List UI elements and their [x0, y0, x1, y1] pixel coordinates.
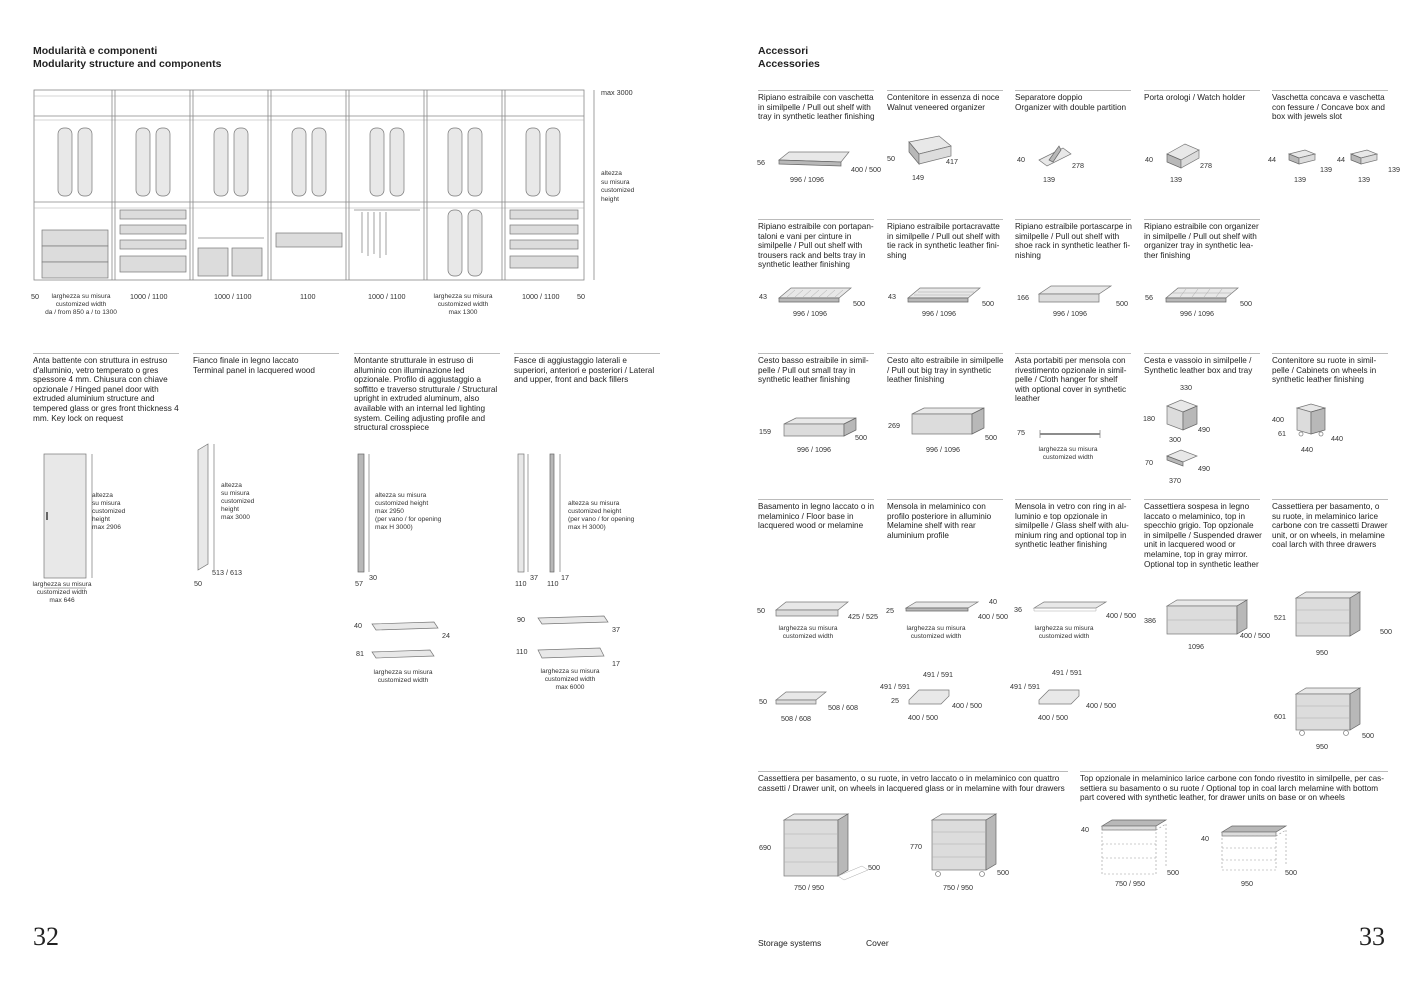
acc-r3-3-text: Cesta e vassoio in similpelle / Synthetic leather box and tray: [1144, 356, 1253, 375]
acc-r5-0-text: Cassettiera per basamento, o su ruote, in vetro laccato o in melaminico con quattro cassetti / Drawer unit, on wheels in lacquered glass or in melamine with four drawers: [758, 774, 1065, 793]
acc-r3-4-d2: 61: [1278, 429, 1286, 438]
acc-r5-1-drawing: [1098, 818, 1178, 878]
acc-r4-1-d1: 25: [886, 606, 894, 615]
filler-bar-d1: 37: [612, 625, 620, 634]
acc-r3-4-d3: 440: [1331, 434, 1343, 443]
wardrobe-width-1: 1000 / 1100: [130, 292, 168, 301]
acc-r4-2-d5: 491 / 591: [1010, 682, 1040, 691]
acc-r1-4-d6: 139: [1388, 165, 1400, 174]
acc-r3-1-d3: 500: [985, 433, 997, 442]
acc-r1-0-drawing: [775, 148, 855, 173]
acc-r3-0-text: Cesto basso estraibile in similpelle / Pull out small tray in synthetic leather finishing: [758, 356, 869, 385]
acc-r3-0-d2: 996 / 1096: [797, 445, 831, 454]
page-number-right: 33: [1359, 922, 1385, 951]
acc-r2-2-d1: 166: [1017, 293, 1029, 302]
crosspiece-d1: 24: [442, 631, 450, 640]
right-title-en: Accessories: [758, 58, 820, 70]
acc-r1-4-d5: 139: [1358, 175, 1370, 184]
acc-r2-0-text: Ripiano estraibile con portapantaloni e vani per cinture in similpelle / Pull out shelf with trousers rack and belts tray in synthetic leather finishing: [758, 222, 874, 270]
acc-r5-0-d4: 770: [910, 842, 922, 851]
acc-r3-3-d3: 300: [1169, 435, 1181, 444]
acc-r2-2-text: Ripiano estraibile portascarpe in similpelle / Pull out shelf with shoe rack in synthetic leather finishing: [1015, 222, 1132, 260]
filler-d: 17: [561, 573, 569, 582]
acc-r1-0-text: Ripiano estraibile con vaschetta in similpelle / Pull out shelf with tray in synthetic leather finishing: [758, 93, 875, 122]
acc-r4-2-d3: larghezza su misura customized width: [1034, 625, 1094, 640]
upright-b: 30: [369, 573, 377, 582]
crosspiece-h1: 40: [354, 621, 362, 630]
acc-r1-3-d2: 139: [1170, 175, 1182, 184]
acc-r3-0-drawing: [780, 414, 860, 444]
acc-r4-3-text: Cassettiera sospesa in legno laccato o melaminico, top in specchio grigio. Top opzionale in similpelle / Suspended drawer unit in lacquered wood or melamine, top in gray mirror. Optional top in synthetic leather: [1144, 502, 1262, 569]
acc-r4-1b-drawing: [905, 686, 955, 714]
acc-r1-4-text: Vaschetta concava e vaschetta con fessure / Concave box and box with jewels slot: [1272, 93, 1385, 122]
acc-r4-2b-drawing: [1035, 686, 1085, 714]
acc-r5-1-text: Top opzionale in melaminico larice carbone con fondo rivestito in similpelle, per cassettiera su basamento o su ruote / Optional top in coal larch melamine with bottom part covered with synthetic leather, for drawer units on base or on wheels: [1080, 774, 1385, 803]
component-upright-text: Montante strutturale in estruso di alluminio con illuminazione led opzionale. Profilo di aggiustaggio a soffitto e traverso strutturale / Structural upright in extruded aluminum, also available with an internal led lighting system. Ceiling adjusting profile and structural crosspiece: [354, 356, 498, 433]
acc-r2-2-d2: 996 / 1096: [1053, 309, 1087, 318]
acc-r1-2-d2: 139: [1043, 175, 1055, 184]
acc-r4-1-drawing: [902, 598, 982, 618]
acc-r4-4-d3: 500: [1380, 627, 1392, 636]
acc-r1-4-d3: 139: [1320, 165, 1332, 174]
acc-r5-1-d6: 500: [1285, 868, 1297, 877]
acc-r2-1-d2: 996 / 1096: [922, 309, 956, 318]
acc-r2-2-d3: 500: [1116, 299, 1128, 308]
panel-depth: 50: [194, 579, 202, 588]
acc-r5-1-d5: 950: [1241, 879, 1253, 888]
filler-a: 110: [515, 579, 527, 588]
wardrobe-custom-height: altezza su misura customized height: [601, 170, 635, 203]
acc-r5-0-drawing: [780, 812, 870, 884]
page-number-left: 32: [33, 922, 59, 951]
acc-r4-4-text: Cassettiera per basamento, o su ruote, in melaminico larice carbone con tre cassetti Drawer unit, or on wheels, in melamine coal larch with three drawers: [1272, 502, 1388, 550]
acc-r1-2-d3: 278: [1072, 161, 1084, 170]
acc-r4-0-d3: larghezza su misura customized width: [778, 625, 838, 640]
acc-r2-0-d1: 43: [759, 292, 767, 301]
upright-a: 57: [355, 579, 363, 588]
acc-r2-3-d3: 500: [1240, 299, 1252, 308]
acc-r1-0-d2: 996 / 1096: [790, 175, 824, 184]
wardrobe-width-5: 1000 / 1100: [522, 292, 560, 301]
acc-r4-4-d2: 950: [1316, 648, 1328, 657]
acc-r1-3-d1: 40: [1145, 155, 1153, 164]
acc-r3-3-d7: 490: [1198, 464, 1210, 473]
filler-c: 110: [547, 579, 559, 588]
acc-r4-0-d6: 508 / 608: [828, 703, 858, 712]
acc-r2-3-d2: 996 / 1096: [1180, 309, 1214, 318]
acc-r5-0-d6: 500: [997, 868, 1009, 877]
acc-r2-1-d3: 500: [982, 299, 994, 308]
filler-bar-d2: 17: [612, 659, 620, 668]
door-drawing: [40, 450, 100, 580]
acc-r4-1-d2: 40: [989, 597, 997, 606]
wardrobe-width-4: 1000 / 1100: [368, 292, 406, 301]
acc-r5-0-d1: 690: [759, 843, 771, 852]
acc-r3-4-drawing: [1293, 400, 1333, 442]
door-height: altezza su misura customized height max 2906: [92, 492, 126, 531]
acc-r2-1-d1: 43: [888, 292, 896, 301]
acc-r1-4-d4: 44: [1337, 155, 1345, 164]
left-title-it: Modularità e componenti: [33, 45, 158, 57]
acc-r4-4-d4: 601: [1274, 712, 1286, 721]
acc-r1-1-text: Contenitore in essenza di noce Walnut veneered organizer: [887, 93, 1000, 112]
acc-r4-1-d5: 491 / 591: [923, 670, 953, 679]
acc-r5-1-d2: 750 / 950: [1115, 879, 1145, 888]
acc-r3-1-text: Cesto alto estraibile in similpelle / Pull out big tray in synthetic leather finishing: [887, 356, 1004, 385]
wardrobe-elevation: [28, 88, 628, 298]
right-title: [758, 45, 820, 71]
acc-r4-2-d1: 36: [1014, 605, 1022, 614]
acc-r1-1-d1: 50: [887, 154, 895, 163]
right-title-it: Accessori: [758, 45, 809, 57]
acc-r4-2-d2: 400 / 500: [1106, 611, 1136, 620]
acc-r1-2-drawing: [1035, 142, 1075, 172]
wardrobe-width-0: 50: [31, 292, 39, 301]
acc-r3-1-d2: 996 / 1096: [926, 445, 960, 454]
acc-r1-3-text: Porta orologi / Watch holder: [1144, 93, 1246, 102]
acc-r5-0-d2: 750 / 950: [794, 883, 824, 892]
crosspiece-width: larghezza su misura customized width: [373, 669, 433, 684]
upright-height: altezza su misura customized height max 2950 (per vano / for opening max H 3000): [375, 492, 442, 531]
wardrobe-width-2: 1000 / 1100: [214, 292, 252, 301]
acc-r1-2-d1: 40: [1017, 155, 1025, 164]
door-width: larghezza su misura customized width max 646: [32, 581, 92, 604]
acc-r4-2-drawing: [1030, 598, 1110, 618]
acc-r4-1-d6: 491 / 591: [880, 682, 910, 691]
acc-r2-3-text: Ripiano estraibile con organizer in similpelle / Pull out shelf with organizer tray in synthetic leather finishing: [1144, 222, 1259, 260]
acc-r4-4-d1: 521: [1274, 613, 1286, 622]
acc-r4-0-d1: 50: [757, 606, 765, 615]
acc-r4-1-d4: larghezza su misura customized width: [906, 625, 966, 640]
acc-r5-0-d5: 750 / 950: [943, 883, 973, 892]
acc-r2-3-drawing: [1162, 284, 1242, 308]
acc-r4-0-d5: 508 / 608: [781, 714, 811, 723]
acc-r1-1-d2: 149: [912, 173, 924, 182]
crosspiece-drawing: [368, 618, 448, 668]
acc-r4-1-d8: 400 / 500: [908, 713, 938, 722]
acc-r1-3-d3: 278: [1200, 161, 1212, 170]
footer-link-storage-systems[interactable]: Storage systems: [758, 938, 822, 948]
filler-width: larghezza su misura customized width max 6000: [540, 668, 600, 691]
acc-r4-2-d4: 491 / 591: [1052, 668, 1082, 677]
acc-r4-4-d5: 950: [1316, 742, 1328, 751]
acc-r4-2-d7: 400 / 500: [1086, 701, 1116, 710]
upright-drawing: [354, 450, 374, 575]
acc-r2-0-d2: 996 / 1096: [793, 309, 827, 318]
acc-r5-1-d3: 500: [1167, 868, 1179, 877]
acc-r4-4-d6: 500: [1362, 731, 1374, 740]
component-filler-text: Fasce di aggiustaggio laterali e superiori, anteriori e posteriori / Lateral and upper, front and back fillers: [514, 356, 655, 385]
filler-drawing: [514, 450, 574, 575]
filler-b: 37: [530, 573, 538, 582]
acc-r2-3-d1: 56: [1145, 293, 1153, 302]
wardrobe-custom-width-left: larghezza su misura customized width da / from 850 a / to 1300: [45, 293, 117, 316]
acc-r4-1-text: Mensola in melaminico con profilo posteriore in alluminio Melamine shelf with rear aluminium profile: [887, 502, 992, 540]
acc-r4-4-drawing: [1292, 590, 1372, 640]
acc-r4-2-text: Mensola in vetro con ring in alluminio e top opzionale in similpelle / Glass shelf with aluminium ring and optional top in synthetic leather finishing: [1015, 502, 1129, 550]
acc-r3-3-d4: 490: [1198, 425, 1210, 434]
acc-r3-1-drawing: [908, 404, 988, 444]
acc-r3-3-d1: 330: [1180, 383, 1192, 392]
left-title-en: Modularity structure and components: [33, 58, 222, 70]
acc-r3-4-d4: 440: [1301, 445, 1313, 454]
acc-r4-0-d4: 50: [759, 697, 767, 706]
acc-r5-1b-drawing: [1218, 824, 1298, 874]
acc-r4-3-d2: 1096: [1188, 642, 1204, 651]
acc-r1-0-d1: 56: [757, 158, 765, 167]
panel-drawing: [192, 440, 222, 575]
acc-r1-3-drawing: [1163, 140, 1203, 172]
filler-bar-h1: 90: [517, 615, 525, 624]
panel-width: 513 / 613: [212, 568, 242, 577]
acc-r3-2-drawing: [1036, 428, 1106, 442]
filler-bar-h2: 110: [516, 647, 528, 656]
acc-r5-0-d3: 500: [868, 863, 880, 872]
acc-r4-2-d6: 400 / 500: [1038, 713, 1068, 722]
acc-r3-4-d1: 400: [1272, 415, 1284, 424]
acc-r2-1-text: Ripiano estraibile portacravatte in similpelle / Pull out shelf with tie rack in synthetic leather finishing: [887, 222, 1000, 260]
acc-r4-1-d3: 400 / 500: [978, 612, 1008, 621]
acc-r1-4-d2: 139: [1294, 175, 1306, 184]
panel-height: altezza su misura customized height max 3000: [221, 482, 255, 521]
wardrobe-width-6: 50: [577, 292, 585, 301]
wardrobe-max-height: max 3000: [601, 88, 633, 97]
component-door-text: Anta battente con struttura in estruso d'alluminio, vetro temperato o gres spessore 4 mm. Chiusura con chiave opzionale / Hinged panel door with extruded aluminium structure and tempered glass or gres front thickness 4 mm. Key lock on request: [33, 356, 179, 423]
acc-r2-0-d3: 500: [853, 299, 865, 308]
acc-r3-2-d1: 75: [1017, 428, 1025, 437]
component-panel-text: Fianco finale in legno laccato Terminal panel in lacquered wood: [193, 356, 315, 375]
wardrobe-custom-width-mid: larghezza su misura customized width max 1300: [433, 293, 493, 316]
acc-r3-3-d6: 370: [1169, 476, 1181, 485]
acc-r4-3-d1: 386: [1144, 616, 1156, 625]
acc-r4-0-d2: 425 / 525: [848, 612, 878, 621]
acc-r4-4b-drawing: [1292, 686, 1372, 738]
acc-r1-4-d1: 44: [1268, 155, 1276, 164]
acc-r4-1-d7: 25: [891, 696, 899, 705]
acc-r3-2-d2: larghezza su misura customized width: [1038, 446, 1098, 461]
left-title: [33, 45, 221, 71]
filler-bar-drawing: [534, 612, 614, 672]
acc-r3-0-d3: 500: [855, 433, 867, 442]
acc-r3-3-d5: 70: [1145, 458, 1153, 467]
acc-r3-4-text: Contenitore su ruote in similpelle / Cabinets on wheels in synthetic leather finishing: [1272, 356, 1377, 385]
filler-height: altezza su misura customized height (per vano / for opening max H 3000): [568, 500, 635, 531]
acc-r5-1-d4: 40: [1201, 834, 1209, 843]
acc-r4-0-text: Basamento in legno laccato o in melaminico / Floor base in lacquered wood or melamine: [758, 502, 875, 531]
acc-r4-3-d3: 400 / 500: [1240, 631, 1270, 640]
acc-r3-2-text: Asta portabiti per mensola con rivestimento opzionale in similpelle / Cloth hanger for shelf with optional cover in synthetic leather: [1015, 356, 1127, 404]
acc-r2-1-drawing: [904, 284, 984, 308]
acc-r5-1-d1: 40: [1081, 825, 1089, 834]
acc-r3-0-d1: 159: [759, 427, 771, 436]
acc-r1-1-d3: 417: [946, 157, 958, 166]
acc-r4-0b-drawing: [772, 688, 832, 712]
acc-r4-0-drawing: [772, 598, 852, 622]
crosspiece-h2: 81: [356, 649, 364, 658]
acc-r3-3-d2: 180: [1143, 414, 1155, 423]
acc-r1-0-d3: 400 / 500: [851, 165, 881, 174]
acc-r2-2-drawing: [1035, 282, 1115, 308]
acc-r2-0-drawing: [775, 284, 855, 308]
footer-link-cover[interactable]: Cover: [866, 938, 889, 948]
acc-r3-1-d1: 269: [888, 421, 900, 430]
acc-r1-2-text: Separatore doppio Organizer with double partition: [1015, 93, 1127, 112]
wardrobe-width-3: 1100: [300, 292, 316, 301]
acc-r4-1-d9: 400 / 500: [952, 701, 982, 710]
